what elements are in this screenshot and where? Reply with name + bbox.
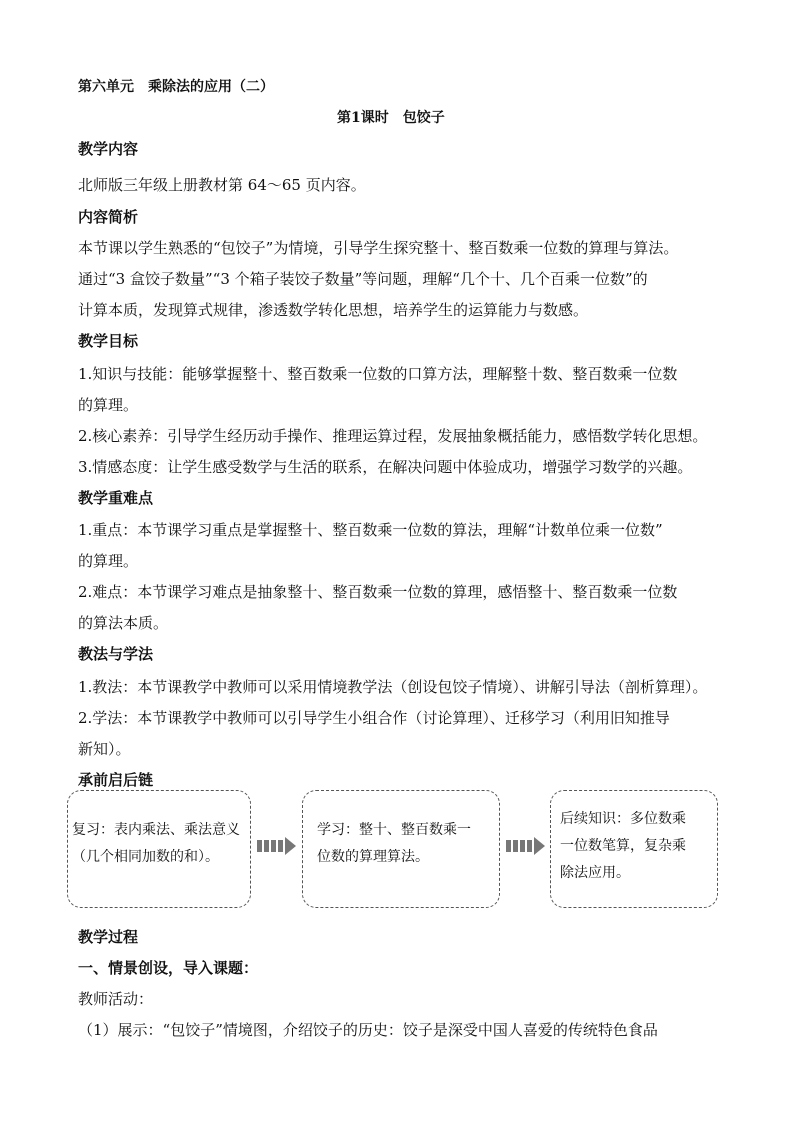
key-points-line: 的算法本质。 xyxy=(78,614,169,632)
summary-line: 通过“3 盒饺子数量”“3 个箱子装饺子数量”等问题，理解“几个十、几个百乘一位数”的 xyxy=(78,270,648,288)
section-heading-links: 承前启后链 xyxy=(78,771,154,789)
unit-title: 第六单元 乘除法的应用（二） xyxy=(78,79,274,95)
goals-line: 2.核心素养：引导学生经历动手操作、推理运算过程，发展抽象概括能力，感悟数学转化思想。 xyxy=(78,427,708,445)
flow-arrow xyxy=(257,837,296,855)
goals-line: 1.知识与技能：能够掌握整十、整百数乘一位数的口算方法，理解整十数、整百数乘一位数 xyxy=(78,365,678,383)
summary-line: 本节课以学生熟悉的“包饺子”为情境，引导学生探究整十、整百数乘一位数的算理与算法。 xyxy=(78,239,679,257)
methods-line: 新知）。 xyxy=(78,740,131,758)
section-heading-goals: 教学目标 xyxy=(78,332,139,350)
flow-box-line: 后续知识：多位数乘 xyxy=(560,811,686,827)
content-text: 北师版三年级上册教材第 64～65 页内容。 xyxy=(78,176,366,194)
methods-line: 2.学法：本节课教学中教师可以引导学生小组合作（讨论算理）、迁移学习（利用旧知推导 xyxy=(78,709,670,727)
flow-box-next xyxy=(550,790,718,908)
methods-line: 1.教法：本节课教学中教师可以采用情境教学法（创设包饺子情境）、讲解引导法（剖析算理）。 xyxy=(78,678,708,696)
process-item: （1）展示：“包饺子”情境图，介绍饺子的历史：饺子是深受中国人喜爱的传统特色食品 xyxy=(78,1021,658,1039)
section-heading-key-points: 教学重难点 xyxy=(78,489,154,507)
key-points-line: 的算理。 xyxy=(78,552,139,570)
flow-box-line: 一位数笔算，复杂乘 xyxy=(560,838,686,854)
section-heading-summary: 内容简析 xyxy=(78,208,139,226)
section-heading-content: 教学内容 xyxy=(78,140,139,158)
flow-box-learn xyxy=(302,790,500,908)
goals-line: 的算理。 xyxy=(78,396,139,414)
flow-box-line: 除法应用。 xyxy=(560,865,630,881)
flow-box-line: 学习：整十、整百数乘一 xyxy=(317,822,471,838)
teacher-activity-label: 教师活动： xyxy=(78,990,154,1008)
section-heading-methods: 教法与学法 xyxy=(78,645,154,663)
flow-box-review xyxy=(67,790,251,908)
goals-line: 3.情感态度：让学生感受数学与生活的联系，在解决问题中体验成功，增强学习数学的兴趣。 xyxy=(78,458,693,476)
process-step-heading: 一、情景创设，导入课题： xyxy=(78,959,259,977)
flow-arrow xyxy=(506,837,545,855)
flow-box-line: （几个相同加数的和）。 xyxy=(72,849,219,865)
key-points-line: 1.重点：本节课学习重点是掌握整十、整百数乘一位数的算法，理解“计数单位乘一位数” xyxy=(78,521,663,539)
key-points-line: 2.难点：本节课学习难点是抽象整十、整百数乘一位数的算理，感悟整十、整百数乘一位数 xyxy=(78,583,678,601)
flow-box-line: 位数的算理算法。 xyxy=(317,849,429,865)
summary-line: 计算本质，发现算式规律，渗透数学转化思想，培养学生的运算能力与数感。 xyxy=(78,301,589,319)
section-heading-process: 教学过程 xyxy=(78,928,139,946)
lesson-title: 第1课时 包饺子 xyxy=(337,110,445,126)
flow-box-line: 复习：表内乘法、乘法意义 xyxy=(72,822,240,838)
